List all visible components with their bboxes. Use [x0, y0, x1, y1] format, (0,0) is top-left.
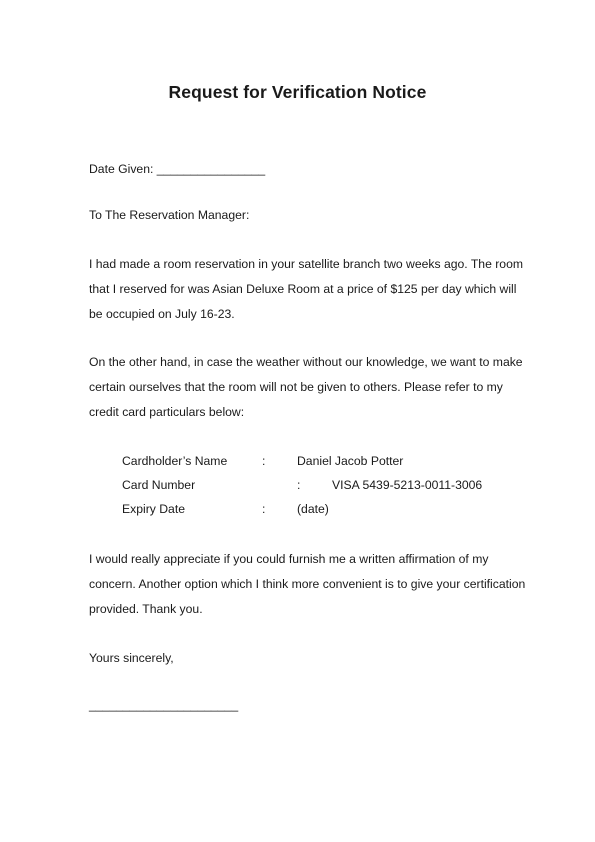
closing: Yours sincerely, [89, 651, 174, 665]
expiry-date-value: (date) [297, 502, 329, 516]
document-title: Request for Verification Notice [168, 82, 427, 102]
cardholder-name-colon: : [262, 454, 266, 468]
date-given-line: Date Given: ________________ [89, 162, 266, 176]
cardholder-name-label: Cardholder’s Name [122, 454, 228, 468]
cardholder-name-value: Daniel Jacob Potter [297, 454, 404, 468]
paragraph3-line1: I would really appreciate if you could furnish me a written affirmation of my [89, 552, 489, 566]
card-number-colon: : [297, 478, 301, 492]
expiry-date-colon: : [262, 502, 266, 516]
paragraph2-line2: certain ourselves that the room will not be given to others. Please refer to my [89, 380, 503, 394]
paragraph1-line2: that I reserved for was Asian Deluxe Room at a price of $125 per day which will [89, 282, 517, 296]
salutation: To The Reservation Manager: [89, 208, 250, 222]
signature-line: ______________________ [89, 698, 239, 712]
card-number-value: VISA 5439-5213-0011-3006 [332, 478, 483, 492]
paragraph3-line2: concern. Another option which I think more convenient is to give your certification [89, 577, 526, 591]
paragraph2-line3: credit card particulars below: [89, 405, 245, 419]
paragraph2-line1: On the other hand, in case the weather without our knowledge, we want to make [89, 355, 523, 369]
expiry-date-label: Expiry Date [122, 502, 185, 516]
paragraph1-line1: I had made a room reservation in your satellite branch two weeks ago. The room [89, 257, 524, 271]
paragraph3-line3: provided. Thank you. [89, 602, 203, 616]
paragraph1-line3: be occupied on July 16-23. [89, 307, 235, 321]
card-number-label: Card Number [122, 478, 196, 492]
